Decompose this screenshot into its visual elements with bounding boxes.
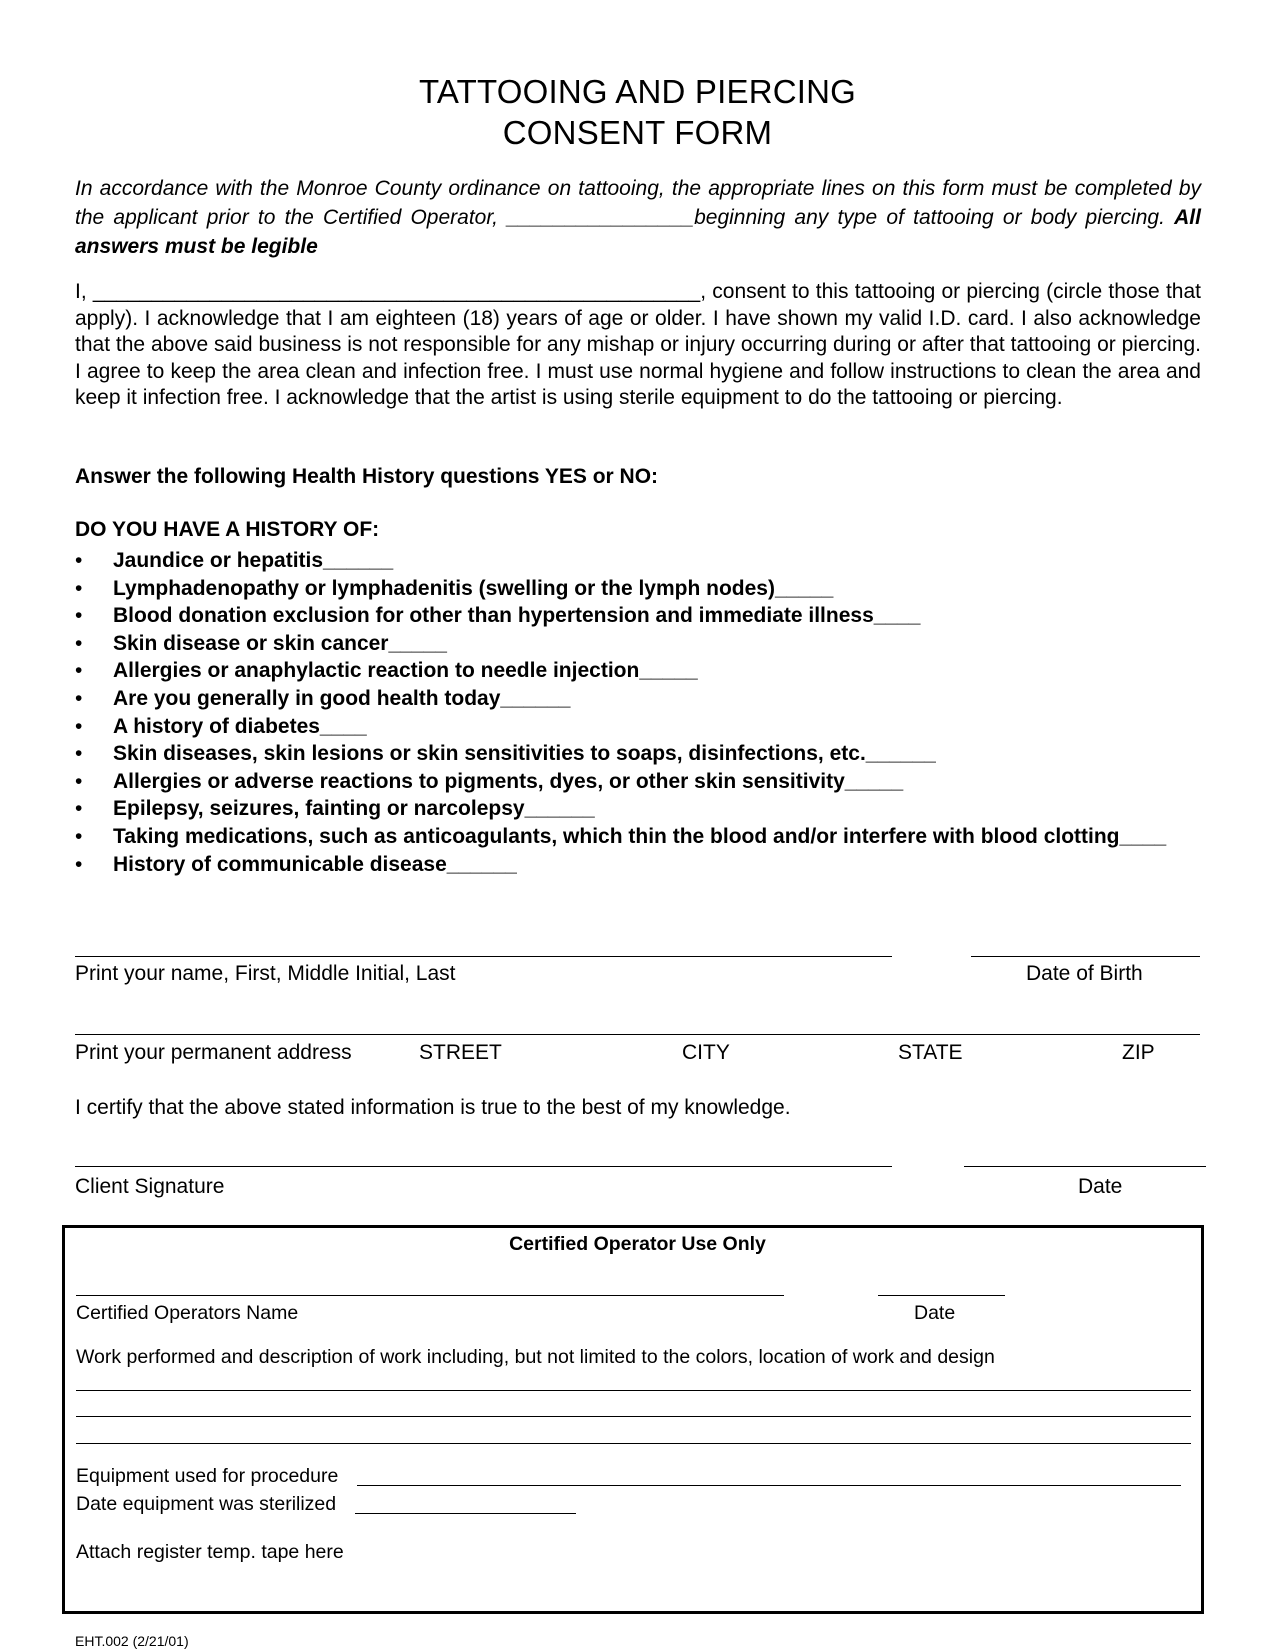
bullet-icon: •: [75, 604, 83, 628]
name-label: Print your name, First, Middle Initial, Last: [75, 962, 456, 985]
health-question-list: [75, 547, 1201, 878]
bullet-icon: •: [75, 769, 83, 793]
sterilized-date-label: Date equipment was sterilized: [76, 1493, 337, 1515]
signature-date-input-line[interactable]: [964, 1166, 1206, 1167]
work-description-line-3[interactable]: [76, 1443, 1191, 1444]
health-question: [75, 823, 1201, 851]
health-question: [75, 547, 1201, 575]
dob-label: Date of Birth: [1026, 962, 1143, 985]
city-label: CITY: [682, 1041, 730, 1064]
health-question: [75, 740, 1201, 768]
health-question-text[interactable]: Allergies or adverse reactions to pigments, dyes, or other skin sensitivity_____: [113, 769, 904, 793]
certify-statement: I certify that the above stated information is true to the best of my knowledge.: [75, 1096, 791, 1119]
health-question-text[interactable]: Allergies or anaphylactic reaction to needle injection_____: [113, 659, 698, 683]
health-question-text[interactable]: Skin diseases, skin lesions or skin sensitivities to soaps, disinfections, etc.______: [113, 742, 936, 766]
health-question-text[interactable]: History of communicable disease______: [113, 852, 517, 876]
intro-legible-note: All answers must be legible: [75, 206, 1201, 258]
bullet-icon: •: [75, 686, 83, 710]
address-input-line[interactable]: [75, 1034, 1200, 1035]
health-instruction: Answer the following Health History questions YES or NO:: [75, 465, 659, 488]
bullet-icon: •: [75, 797, 83, 821]
register-tape-label: Attach register temp. tape here: [76, 1541, 344, 1563]
form-title-line-1: TATTOOING AND PIERCING: [418, 73, 857, 110]
signature-input-line[interactable]: [75, 1166, 892, 1167]
health-question: [75, 685, 1201, 713]
client-signature-label: Client Signature: [75, 1175, 225, 1198]
bullet-icon: •: [75, 631, 83, 655]
bullet-icon: •: [75, 714, 83, 738]
operator-name-label: Certified Operators Name: [76, 1302, 299, 1324]
intro-text: In accordance with the Monroe County ordinance on tattooing, the appropriate lines on this form must be completed by the applicant prior to the Certified Operator, ________________beginning any type of tattooing or body piercing.: [75, 177, 1201, 229]
health-question-text[interactable]: Jaundice or hepatitis______: [113, 549, 394, 572]
bullet-icon: •: [75, 576, 83, 600]
health-question-text[interactable]: Lymphadenopathy or lymphadenitis (swelling or the lymph nodes)_____: [113, 576, 834, 600]
bullet-icon: •: [75, 824, 83, 848]
operator-date-input-line[interactable]: [878, 1295, 1005, 1296]
health-question: [75, 713, 1201, 741]
health-heading: DO YOU HAVE A HISTORY OF:: [75, 518, 380, 541]
bullet-icon: •: [75, 549, 83, 572]
health-question: [75, 795, 1201, 823]
form-code: EHT.002 (2/21/01): [75, 1633, 189, 1649]
health-question: [75, 768, 1201, 796]
intro-paragraph: [75, 174, 1201, 261]
name-input-line[interactable]: [75, 956, 892, 957]
equipment-input-line[interactable]: [357, 1485, 1181, 1486]
work-description-line-1[interactable]: [76, 1390, 1191, 1391]
bullet-icon: •: [75, 742, 83, 766]
form-title-line-2: CONSENT FORM: [502, 114, 773, 151]
signature-date-label: Date: [1078, 1175, 1123, 1198]
health-question-text[interactable]: Skin disease or skin cancer_____: [113, 631, 447, 655]
health-question-text[interactable]: A history of diabetes____: [113, 714, 367, 738]
zip-label: ZIP: [1122, 1041, 1155, 1064]
health-question: [75, 630, 1201, 658]
dob-input-line[interactable]: [971, 956, 1200, 957]
equipment-label: Equipment used for procedure: [76, 1465, 339, 1487]
sterilized-date-input-line[interactable]: [355, 1513, 576, 1514]
operator-name-input-line[interactable]: [76, 1295, 784, 1296]
health-question: [75, 851, 1201, 879]
health-question-text[interactable]: Are you generally in good health today______: [113, 686, 571, 710]
operator-date-label: Date: [914, 1302, 956, 1324]
work-description-label: Work performed and description of work including, but not limited to the colors, location of work and design: [76, 1346, 995, 1368]
address-label: Print your permanent address: [75, 1041, 352, 1064]
health-question-text[interactable]: Taking medications, such as anticoagulants, which thin the blood and/or interfere with blood clotting____: [113, 824, 1167, 848]
health-question: [75, 575, 1201, 603]
health-question-text[interactable]: Epilepsy, seizures, fainting or narcolepsy______: [113, 797, 595, 821]
health-question-text[interactable]: Blood donation exclusion for other than hypertension and immediate illness____: [113, 604, 921, 628]
street-label: STREET: [419, 1041, 502, 1064]
operator-section-title: Certified Operator Use Only: [509, 1233, 766, 1255]
work-description-line-2[interactable]: [76, 1416, 1191, 1417]
health-question: [75, 602, 1201, 630]
bullet-icon: •: [75, 852, 83, 876]
bullet-icon: •: [75, 659, 83, 683]
state-label: STATE: [898, 1041, 963, 1064]
consent-paragraph: I, ____________________________________________________, consent to this tattooing or piercing (circle those that apply). I acknowledge that I am eighteen (18) years of age or older. I have shown my valid I.D. card. I also acknowledge that the above said business is not responsible for any mishap or injury occurring during or after that tattooing or piercing. I agree to keep the area clean and infection free. I must use normal hygiene and follow instructions to clean the area and keep it infection free. I acknowledge that the artist is using sterile equipment to do the tattooing or piercing.: [75, 280, 1201, 409]
health-question: [75, 657, 1201, 685]
